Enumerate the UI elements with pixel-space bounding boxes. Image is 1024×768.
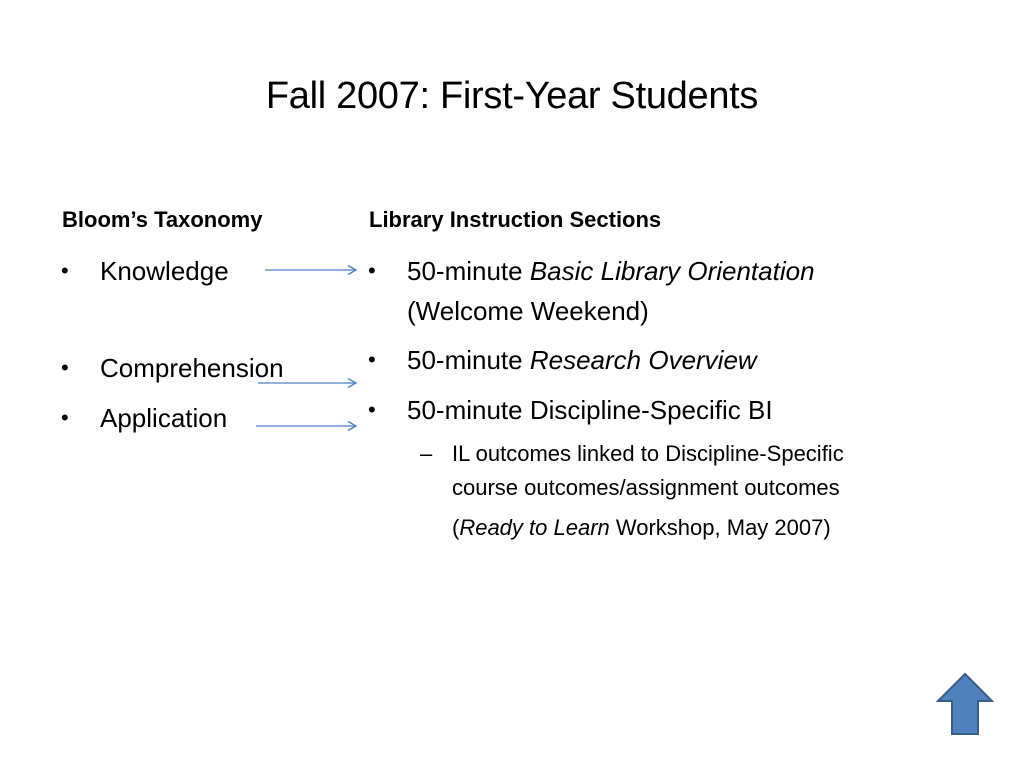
taxonomy-item-application [61, 401, 228, 435]
bullet-marker: • [61, 355, 69, 380]
sub-item-note [452, 511, 831, 545]
note-italic: Ready to Learn [459, 515, 610, 540]
bullet-marker: • [61, 405, 69, 430]
section-item-basic-orientation [368, 254, 815, 288]
section-item-research-overview [368, 343, 757, 377]
section-item-italic: Basic Library Orientation [529, 256, 815, 286]
section-item-prefix: 50-minute Discipline-Specific BI [407, 395, 773, 425]
bullet-marker: • [368, 397, 376, 422]
arrow-application-to-discipline [256, 422, 356, 431]
sub-item-il-outcomes [420, 437, 844, 471]
sub-item-line1: IL outcomes linked to Discipline-Specific [452, 441, 844, 466]
section-item-prefix: 50-minute [407, 256, 530, 286]
section-item-discipline-bi [368, 393, 773, 427]
taxonomy-item-label: Knowledge [100, 256, 229, 286]
bullet-marker: • [368, 347, 376, 372]
dash-marker: – [420, 441, 433, 466]
note-rest: Workshop, May 2007) [609, 515, 831, 540]
sub-item-line2: course outcomes/assignment outcomes [452, 475, 840, 500]
bullet-marker: • [61, 258, 69, 283]
arrow-knowledge-to-orientation [265, 266, 356, 275]
up-arrow-icon[interactable] [936, 672, 994, 736]
note-open-paren: ( [452, 515, 460, 540]
taxonomy-item-label: Comprehension [100, 353, 284, 383]
section-item-prefix: 50-minute [407, 345, 530, 375]
library-instruction-heading: Library Instruction Sections [369, 207, 662, 232]
taxonomy-item-comprehension [61, 351, 284, 385]
section-item-italic: Research Overview [529, 345, 757, 375]
taxonomy-item-knowledge [61, 254, 229, 288]
section-item-continuation: (Welcome Weekend) [407, 296, 649, 326]
slide-title: Fall 2007: First-Year Students [265, 75, 759, 117]
taxonomy-item-label: Application [100, 403, 228, 433]
blooms-taxonomy-heading: Bloom’s Taxonomy [62, 207, 263, 232]
bullet-marker: • [368, 258, 376, 283]
